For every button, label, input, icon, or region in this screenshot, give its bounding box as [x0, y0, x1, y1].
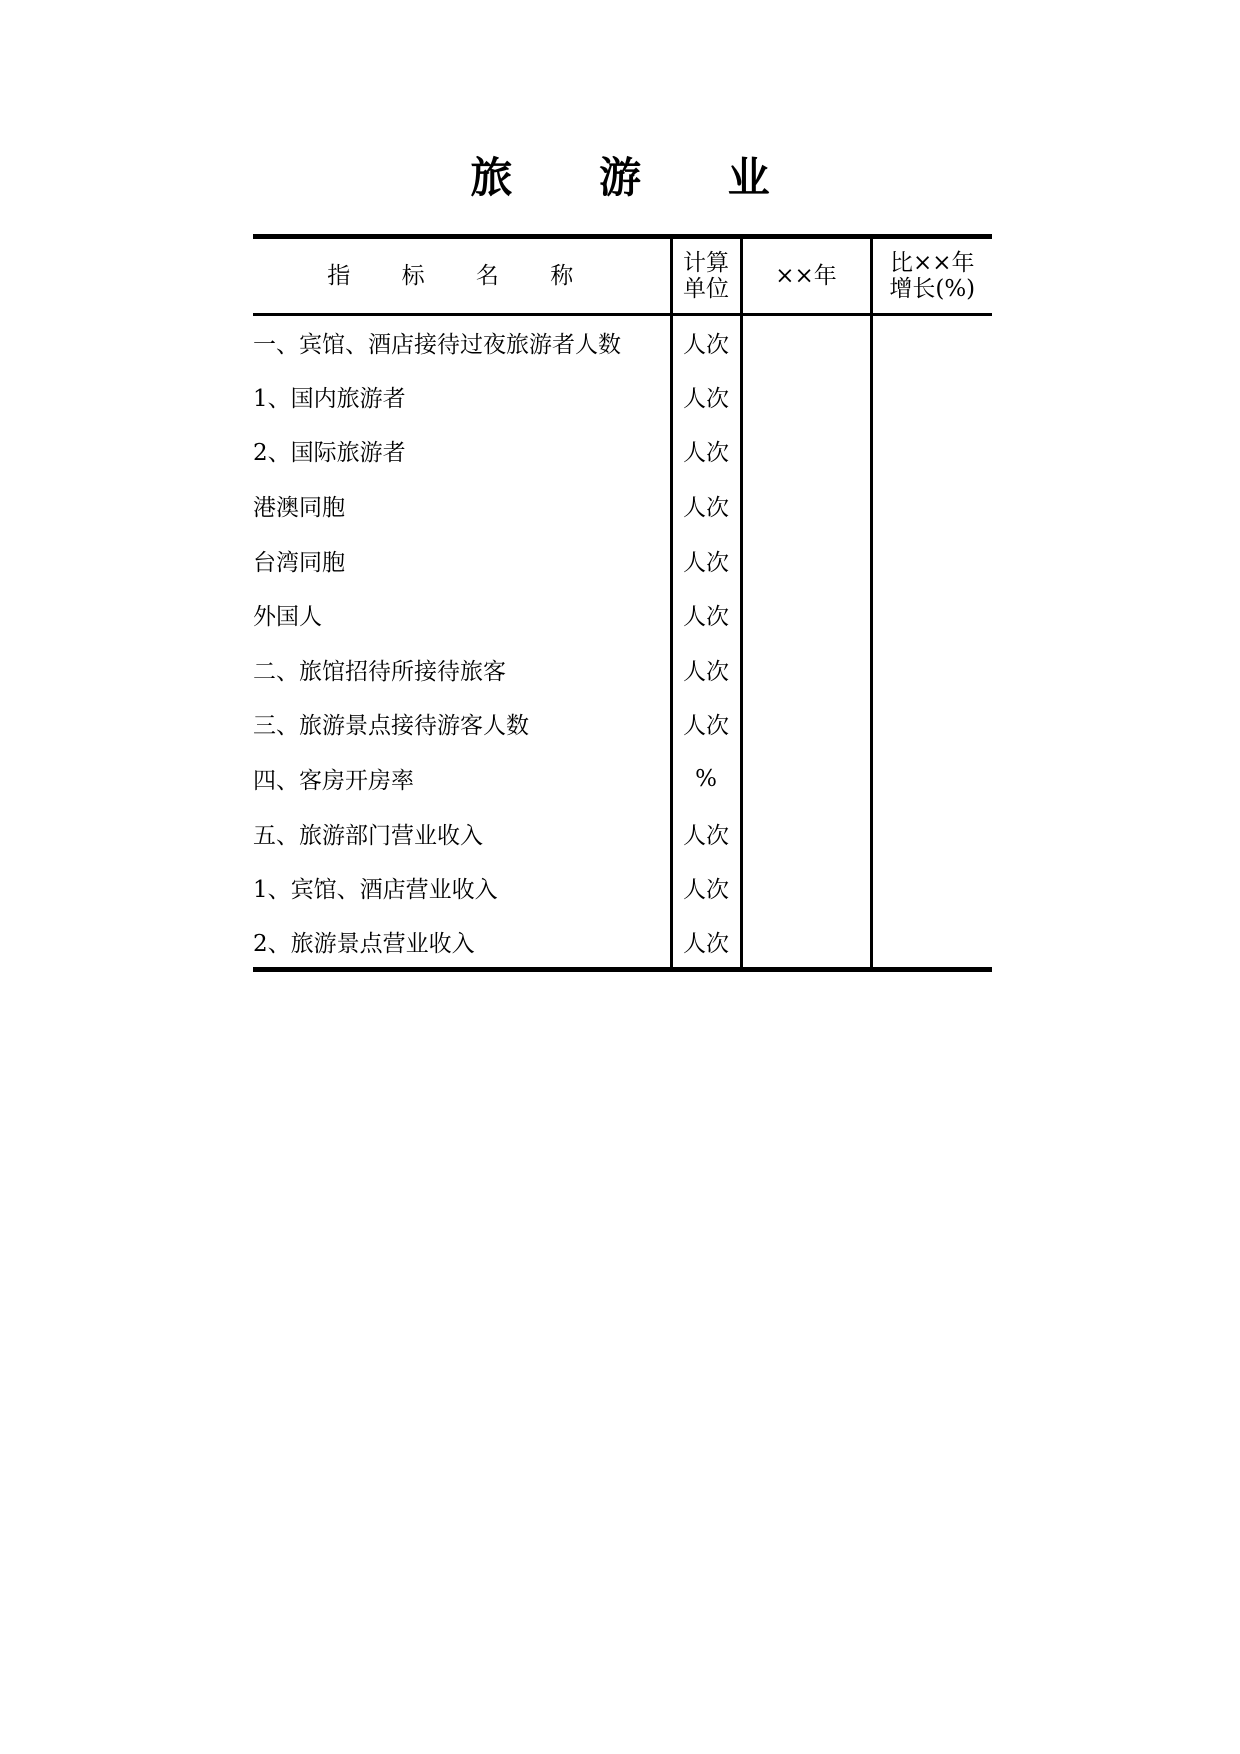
header-year-label: ××年 [775, 263, 837, 289]
page-title: 旅 游 业 [470, 153, 806, 202]
row-year-value [741, 642, 871, 697]
table-header-row [253, 237, 992, 315]
header-growth-line1: 比××年 [889, 250, 975, 276]
row-year-value [741, 315, 871, 370]
table-row [253, 806, 992, 861]
row-unit: 人次 [671, 369, 741, 424]
row-year-value [741, 478, 871, 533]
row-year-value [741, 369, 871, 424]
table-row [253, 315, 992, 370]
row-growth-value [871, 478, 992, 533]
row-unit: 人次 [671, 806, 741, 861]
row-unit: 人次 [671, 915, 741, 970]
row-name: 四、客房开房率 [253, 751, 671, 806]
row-name: 三、旅游景点接待游客人数 [253, 697, 671, 752]
header-growth [871, 237, 992, 315]
row-growth-value [871, 587, 992, 642]
row-name: 1、国内旅游者 [253, 369, 671, 424]
row-unit: 人次 [671, 697, 741, 752]
row-growth-value [871, 424, 992, 479]
table-row [253, 751, 992, 806]
row-unit: 人次 [671, 424, 741, 479]
table-row [253, 642, 992, 697]
row-growth-value [871, 915, 992, 970]
row-year-value [741, 697, 871, 752]
row-name: 外国人 [253, 587, 671, 642]
table-row [253, 860, 992, 915]
header-indicator-name-label: 指 标 名 称 [327, 263, 596, 289]
row-unit: 人次 [671, 533, 741, 588]
row-unit: 人次 [671, 315, 741, 370]
row-growth-value [871, 642, 992, 697]
row-growth-value [871, 315, 992, 370]
header-unit-line1: 计算 [683, 250, 729, 276]
row-year-value [741, 915, 871, 970]
row-unit: 人次 [671, 860, 741, 915]
row-growth-value [871, 806, 992, 861]
row-name: 五、旅游部门营业收入 [253, 806, 671, 861]
row-year-value [741, 533, 871, 588]
row-unit: 人次 [671, 478, 741, 533]
tourism-statistics-table [253, 234, 992, 972]
row-year-value [741, 587, 871, 642]
table-row [253, 533, 992, 588]
row-growth-value [871, 751, 992, 806]
row-growth-value [871, 860, 992, 915]
row-name: 一、宾馆、酒店接待过夜旅游者人数 [253, 315, 671, 370]
table-row [253, 369, 992, 424]
row-name: 二、旅馆招待所接待旅客 [253, 642, 671, 697]
table-row [253, 915, 992, 970]
header-unit-line2: 单位 [683, 276, 729, 302]
row-unit: 人次 [671, 587, 741, 642]
row-unit: % [671, 751, 741, 806]
row-name: 台湾同胞 [253, 533, 671, 588]
table-row [253, 587, 992, 642]
table-row [253, 697, 992, 752]
row-growth-value [871, 533, 992, 588]
table-row [253, 424, 992, 479]
row-name: 2、国际旅游者 [253, 424, 671, 479]
header-growth-line2: 增长(%) [889, 276, 976, 302]
row-name: 1、宾馆、酒店营业收入 [253, 860, 671, 915]
header-unit [671, 237, 741, 315]
row-growth-value [871, 369, 992, 424]
header-indicator-name [253, 237, 671, 315]
row-growth-value [871, 697, 992, 752]
row-year-value [741, 860, 871, 915]
row-year-value [741, 806, 871, 861]
row-name: 2、旅游景点营业收入 [253, 915, 671, 970]
row-unit: 人次 [671, 642, 741, 697]
row-name: 港澳同胞 [253, 478, 671, 533]
header-year [741, 237, 871, 315]
row-year-value [741, 424, 871, 479]
row-year-value [741, 751, 871, 806]
table-row [253, 478, 992, 533]
